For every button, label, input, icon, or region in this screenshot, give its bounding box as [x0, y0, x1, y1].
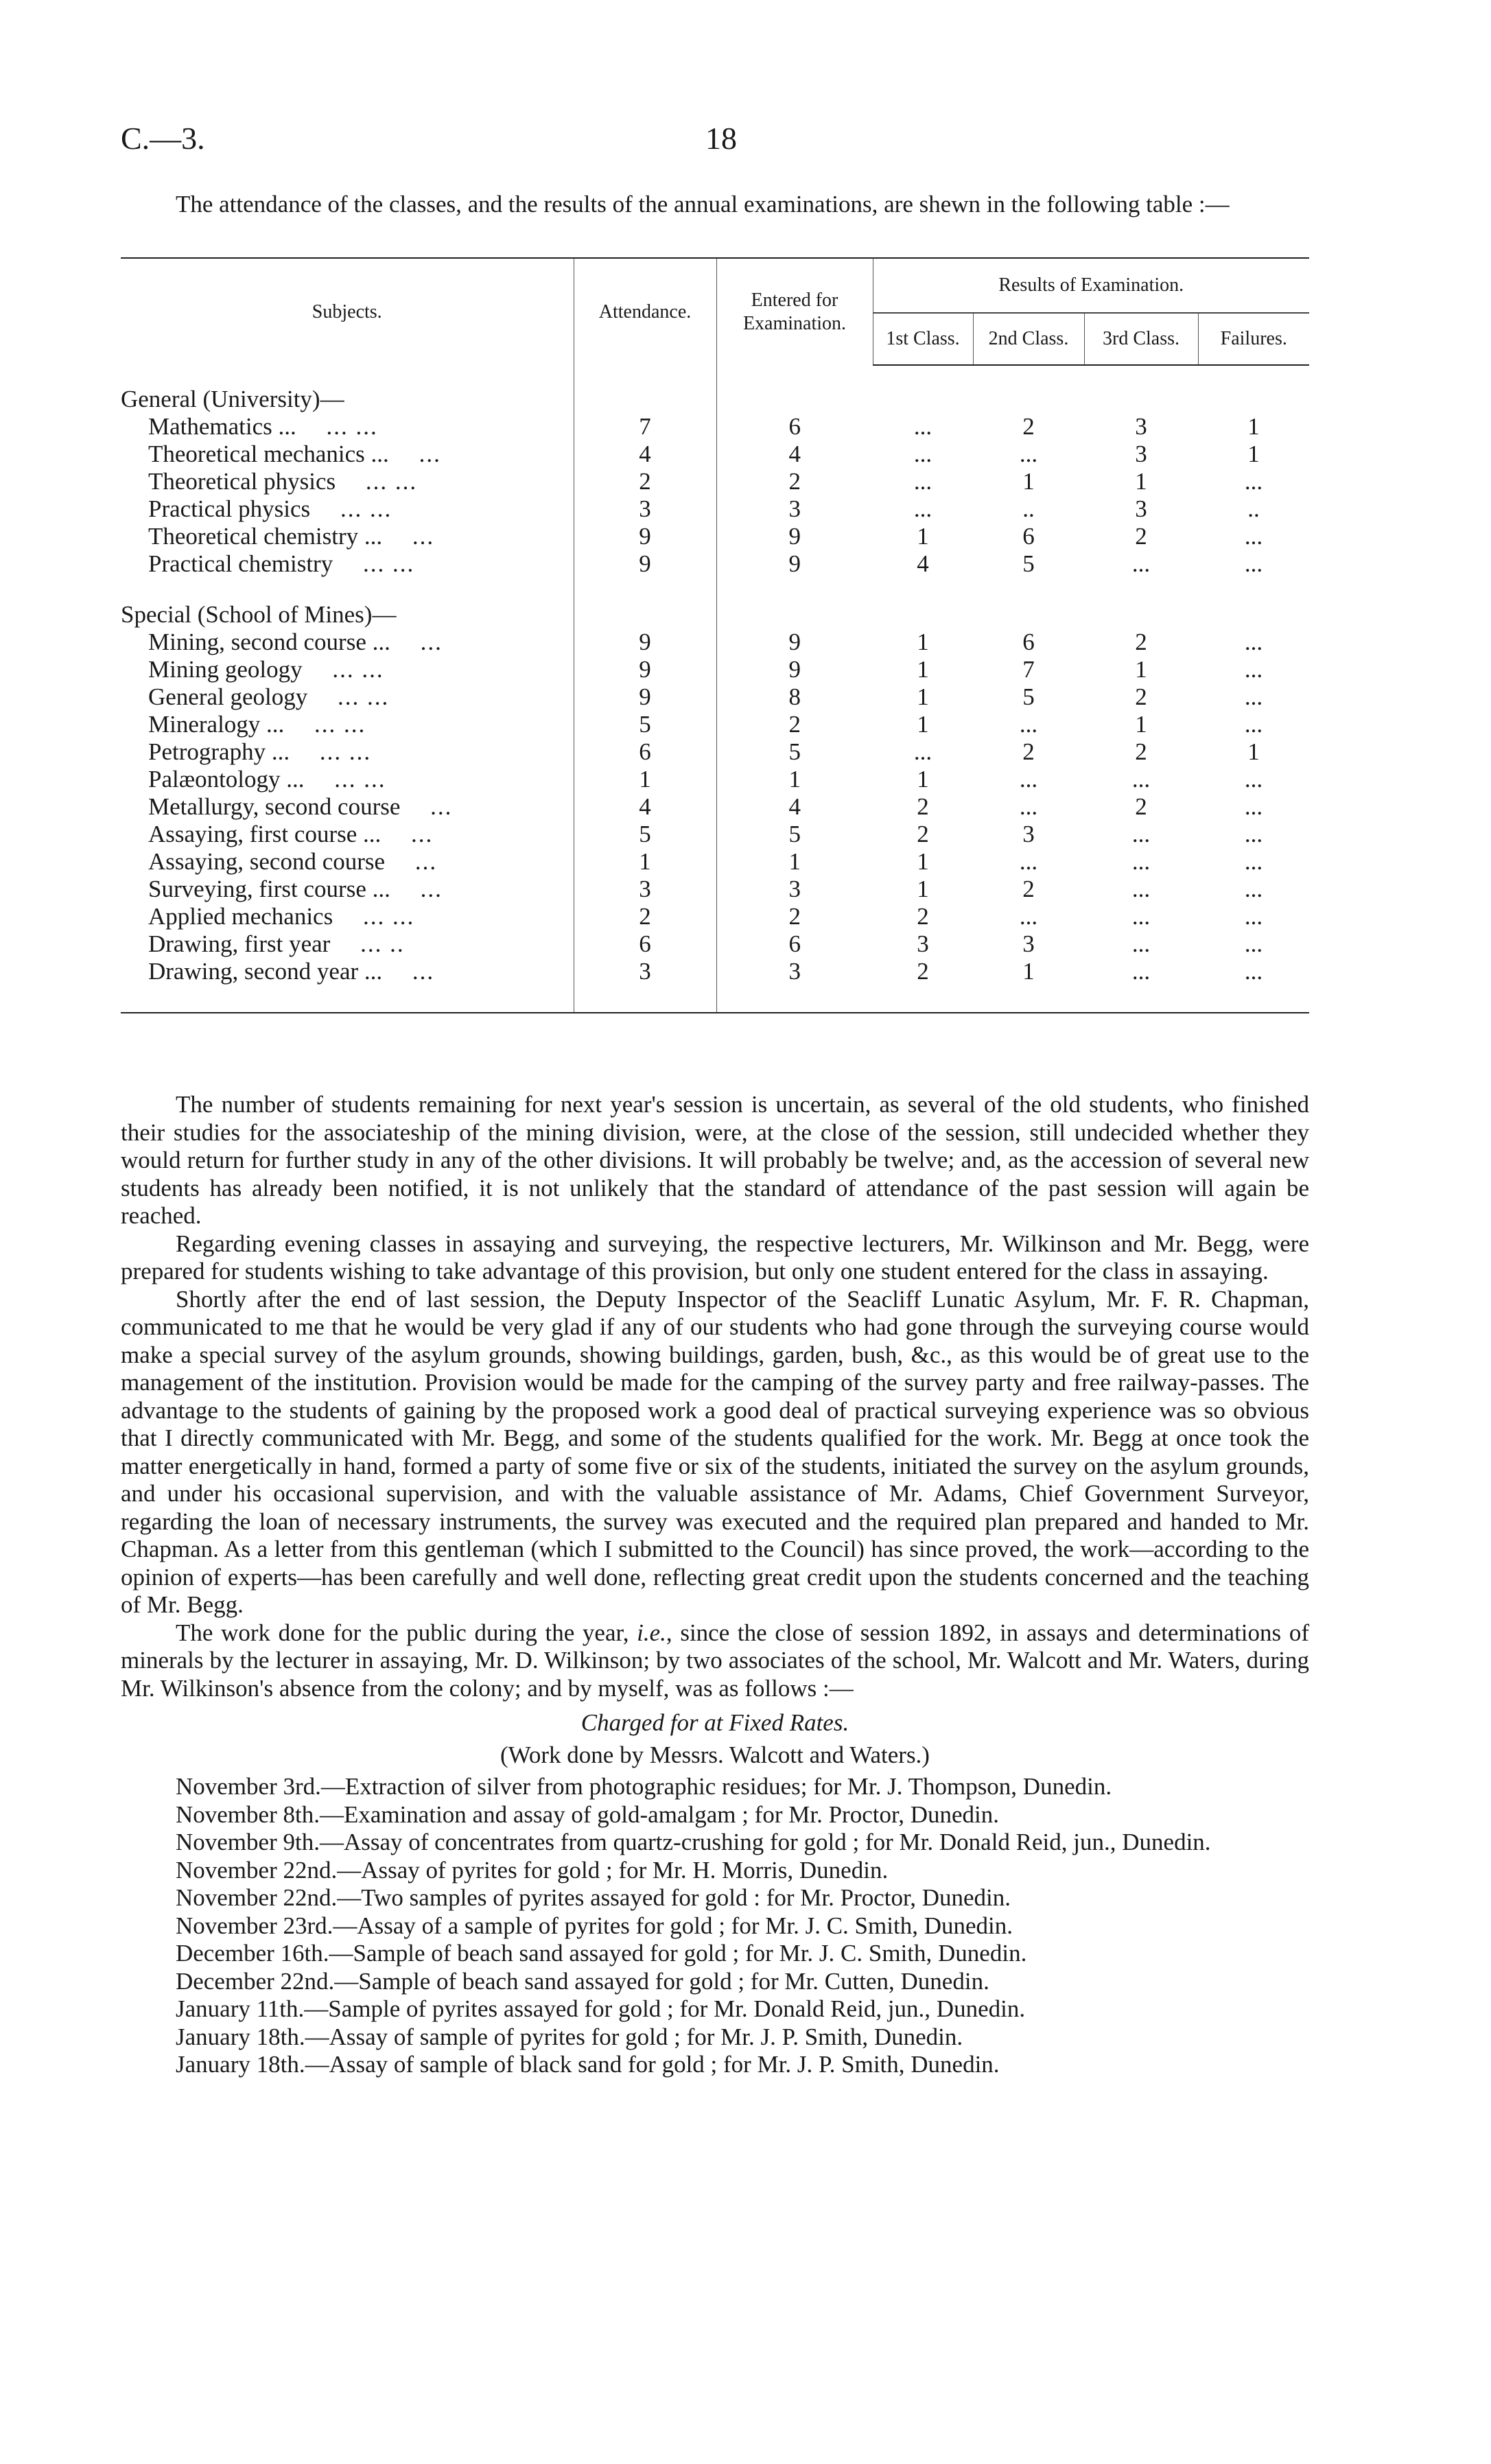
list-item: November 22nd.—Assay of pyrites for gold ; for Mr. H. Morris, Dunedin.	[176, 1856, 889, 1884]
first-class-cell: 1	[917, 629, 929, 655]
attendance-cell: 6	[574, 738, 716, 766]
subject-name: Practical chemistry	[148, 550, 333, 577]
document-reference: C.—3.	[121, 121, 205, 156]
second-class-cell: 3	[1022, 821, 1035, 847]
failures-cell: 1	[1247, 738, 1260, 765]
subject-name: Theoretical chemistry ...	[148, 523, 383, 550]
first-class-cell: 2	[917, 821, 929, 847]
first-class-cell: 1	[917, 848, 929, 875]
table-row	[121, 495, 1309, 523]
table-row	[121, 468, 1309, 495]
text-segment: , since the close of session 1892, in assays and determinations of minerals by the lecturer in assaying, Mr. D. Wilkinson; by two associates of the school, Mr. Walcott and Mr. Waters, during Mr. Wilkinson's absence from the colony; and by myself, was as follows :—	[121, 1619, 1309, 1702]
leader-dots: ...	[420, 629, 443, 655]
third-class-cell: ...	[1131, 821, 1151, 847]
section-subtitle: (Work done by Messrs. Walcott and Waters.)	[500, 1741, 930, 1768]
third-class-cell: 2	[1135, 523, 1147, 550]
table-row	[121, 550, 1309, 578]
leader-dots: ... ...	[340, 495, 392, 522]
italic-abbreviation: i.e.	[637, 1619, 666, 1646]
header-subjects: Subjects.	[121, 258, 574, 365]
section-title: Charged for at Fixed Rates.	[580, 1709, 849, 1736]
intro-paragraph: The attendance of the classes, and the results of the annual examinations, are shewn in the following table :—	[176, 191, 1230, 218]
entered-cell: 5	[716, 738, 873, 766]
header-first-class: 1st Class.	[873, 313, 973, 365]
third-class-cell: ...	[1131, 848, 1151, 875]
paragraph-asylum-survey: Shortly after the end of last session, the Deputy Inspector of the Seacliff Lunatic Asylum, Mr. F. R. Chapman, communicated to me that he would be very glad if any of our students who had gone through the surveying course would make a special survey of the asylum grounds, showing buildings, garden, bush, &c., as this would be of great use to the management of the institution. Provision would be made for the camping of the survey party and free railway-passes. The advantage to the students of gaining by the proposed work a good deal of practical surveying experience was so obvious that I directly communicated with Mr. Begg, and some of the students qualified for the work. Mr. Begg at once took the matter energetically in hand, formed a party of some five or six of the students, initiated the survey on the asylum grounds, and under his occasional supervision, and with the valuable assistance of Mr. Adams, Chief Government Surveyor, regarding the loan of necessary instruments, the survey was executed and the required plan prepared and handed to Mr. Chapman. As a letter from this gentleman (which I submitted to the Council) has since proved, the work—according to the opinion of experts—has been carefully and well done, reflecting great credit upon the students concerned and the teaching of Mr. Begg.	[121, 1285, 1309, 1618]
subject-name: Metallurgy, second course	[148, 793, 401, 820]
attendance-cell: 1	[574, 848, 716, 876]
failures-cell: 1	[1247, 413, 1260, 440]
failures-cell: ..	[1247, 495, 1260, 522]
attendance-cell: 9	[574, 656, 716, 683]
list-item: January 18th.—Assay of sample of black sand for gold ; for Mr. J. P. Smith, Dunedin.	[176, 2051, 1000, 2078]
text-segment: The work done for the public during the year,	[176, 1619, 637, 1646]
third-class-cell: ...	[1131, 876, 1151, 902]
failures-cell: ...	[1244, 821, 1263, 847]
attendance-cell: 3	[574, 495, 716, 523]
third-class-cell: 1	[1135, 656, 1147, 683]
leader-dots: ... ...	[332, 656, 384, 683]
table-row	[121, 629, 1309, 656]
list-item: November 23rd.—Assay of a sample of pyrites for gold ; for Mr. J. C. Smith, Dunedin.	[176, 1912, 1013, 1939]
header-third-class: 3rd Class.	[1084, 313, 1198, 365]
first-class-cell: 1	[917, 656, 929, 683]
leader-dots: ... ...	[362, 903, 415, 930]
leader-dots: ...	[412, 523, 435, 550]
leader-dots: ...	[414, 848, 438, 875]
paragraph-students-remaining: The number of students remaining for next year's session is uncertain, as several of the old students, who finished their studies for the associateship of the mining division, were, at the close of the session, still undecided whether they would return for further study in any of the other divisions. It will probably be twelve; and, as the accession of several new students has already been notified, it is not unlikely that the standard of attendance of the past session will again be reached.	[121, 1091, 1309, 1229]
body-text	[121, 1091, 1309, 2079]
attendance-cell: 9	[574, 550, 716, 578]
subject-name: Surveying, first course ...	[148, 876, 390, 902]
leader-dots: ...	[419, 441, 441, 467]
first-class-cell: 3	[917, 930, 929, 957]
third-class-cell: 1	[1135, 711, 1147, 738]
third-class-cell: ...	[1131, 930, 1151, 957]
list-item: November 9th.—Assay of concentrates from quartz-crushing for gold ; for Mr. Donald Reid, jun., Dunedin.	[176, 1829, 1211, 1855]
second-class-cell: 6	[1022, 523, 1035, 550]
header-results: Results of Examination.	[873, 258, 1309, 313]
entered-cell: 5	[716, 821, 873, 848]
second-class-cell: 1	[1022, 958, 1035, 985]
subject-name: Mining geology	[148, 656, 303, 683]
third-class-cell: ...	[1131, 958, 1151, 985]
entered-cell: 1	[716, 848, 873, 876]
third-class-cell: 2	[1135, 629, 1147, 655]
entered-cell: 9	[716, 550, 873, 578]
attendance-cell: 4	[574, 793, 716, 821]
header-attendance: Attendance.	[574, 258, 716, 365]
attendance-cell: 5	[574, 821, 716, 848]
table-row	[121, 441, 1309, 468]
leader-dots: ...	[420, 876, 443, 902]
second-class-cell: 6	[1022, 629, 1035, 655]
results-table-body	[121, 365, 1309, 1013]
second-class-cell: 1	[1022, 468, 1035, 495]
header-failures: Failures.	[1198, 313, 1309, 365]
third-class-cell: 1	[1135, 468, 1147, 495]
list-item: January 18th.—Assay of sample of pyrites for gold ; for Mr. J. P. Smith, Dunedin.	[176, 2023, 963, 2050]
failures-cell: ...	[1244, 958, 1263, 985]
attendance-cell: 2	[574, 903, 716, 930]
group-title: General (University)—	[121, 386, 344, 412]
table-row	[121, 848, 1309, 876]
failures-cell: ...	[1244, 793, 1263, 820]
entered-cell: 6	[716, 930, 873, 958]
third-class-cell: 2	[1135, 683, 1147, 710]
table-row	[121, 738, 1309, 766]
first-class-cell: 1	[917, 711, 929, 738]
subject-name: General geology	[148, 683, 308, 710]
failures-cell: ...	[1244, 683, 1263, 710]
entered-cell: 3	[716, 495, 873, 523]
paragraph-evening-classes: Regarding evening classes in assaying and surveying, the respective lecturers, Mr. Wilkinson and Mr. Begg, were prepared for students wishing to take advantage of this provision, but only one student entered for the class in assaying.	[121, 1230, 1309, 1284]
first-class-cell: 2	[917, 958, 929, 985]
first-class-cell: 1	[917, 876, 929, 902]
attendance-cell: 9	[574, 683, 716, 711]
entered-cell: 8	[716, 683, 873, 711]
third-class-cell: ...	[1131, 550, 1151, 577]
second-class-cell: ...	[1019, 711, 1038, 738]
table-row	[121, 656, 1309, 683]
leader-dots: ... ...	[362, 550, 415, 577]
leader-dots: ... ...	[365, 468, 418, 495]
attendance-cell: 5	[574, 711, 716, 738]
entered-cell: 9	[716, 629, 873, 656]
subject-name: Drawing, second year ...	[148, 958, 383, 985]
failures-cell: ...	[1244, 550, 1263, 577]
failures-cell: ...	[1244, 903, 1263, 930]
leader-dots: ... ...	[334, 766, 386, 793]
header-entered: Entered for Examination.	[716, 258, 873, 365]
failures-cell: ...	[1244, 711, 1263, 738]
attendance-cell: 9	[574, 523, 716, 550]
second-class-cell: 3	[1022, 930, 1035, 957]
group-title: Special (School of Mines)—	[121, 601, 397, 628]
second-class-cell: ...	[1019, 903, 1038, 930]
second-class-cell: 2	[1022, 876, 1035, 902]
entered-cell: 9	[716, 656, 873, 683]
third-class-cell: 3	[1135, 441, 1147, 467]
leader-dots: ... ...	[326, 413, 378, 440]
second-class-cell: 5	[1022, 550, 1035, 577]
table-row	[121, 766, 1309, 793]
first-class-cell: ...	[913, 738, 932, 765]
subject-name: Assaying, first course ...	[148, 821, 381, 847]
table-row	[121, 683, 1309, 711]
third-class-cell: ...	[1131, 903, 1151, 930]
subject-name: Palæontology ...	[148, 766, 305, 793]
list-item: November 3rd.—Extraction of silver from photographic residues; for Mr. J. Thompson, Dunedin.	[176, 1773, 1112, 1800]
leader-dots: ...	[430, 793, 453, 820]
subject-name: Mineralogy ...	[148, 711, 285, 738]
third-class-cell: 3	[1135, 413, 1147, 440]
subject-name: Theoretical physics	[148, 468, 336, 495]
examination-results-table	[121, 257, 1309, 1013]
failures-cell: ...	[1244, 468, 1263, 495]
entered-cell: 9	[716, 523, 873, 550]
entered-cell: 4	[716, 441, 873, 468]
subject-name: Petrography ...	[148, 738, 290, 765]
list-item: January 11th.—Sample of pyrites assayed for gold ; for Mr. Donald Reid, jun., Dunedin.	[176, 1995, 1026, 2022]
table-row	[121, 930, 1309, 958]
second-class-cell: 2	[1022, 738, 1035, 765]
attendance-cell: 1	[574, 766, 716, 793]
first-class-cell: 1	[917, 683, 929, 710]
table-row	[121, 711, 1309, 738]
second-class-cell: 5	[1022, 683, 1035, 710]
first-class-cell: ...	[913, 495, 932, 522]
attendance-cell: 2	[574, 468, 716, 495]
leader-dots: ... ...	[314, 711, 366, 738]
list-item: November 22nd.—Two samples of pyrites assayed for gold : for Mr. Proctor, Dunedin.	[176, 1884, 1011, 1911]
leader-dots: ... ..	[360, 930, 405, 957]
first-class-cell: 2	[917, 793, 929, 820]
entered-cell: 1	[716, 766, 873, 793]
failures-cell: ...	[1244, 876, 1263, 902]
third-class-cell: 2	[1135, 793, 1147, 820]
entered-cell: 3	[716, 958, 873, 985]
list-item: December 16th.—Sample of beach sand assayed for gold ; for Mr. J. C. Smith, Dunedin.	[176, 1940, 1027, 1967]
table-row	[121, 903, 1309, 930]
attendance-cell: 3	[574, 876, 716, 903]
second-class-cell: ...	[1019, 848, 1038, 875]
page-header	[121, 120, 1308, 168]
paragraph-public-work	[121, 1619, 1309, 1703]
second-class-cell: 2	[1022, 413, 1035, 440]
failures-cell: 1	[1247, 441, 1260, 467]
table-row	[121, 876, 1309, 903]
failures-cell: ...	[1244, 848, 1263, 875]
subject-name: Theoretical mechanics ...	[148, 441, 389, 467]
table-row	[121, 523, 1309, 550]
attendance-cell: 7	[574, 413, 716, 441]
subject-name: Mining, second course ...	[148, 629, 390, 655]
first-class-cell: ...	[913, 441, 932, 467]
list-item: December 22nd.—Sample of beach sand assayed for gold ; for Mr. Cutten, Dunedin.	[176, 1967, 989, 1995]
entered-cell: 4	[716, 793, 873, 821]
leader-dots: ... ...	[319, 738, 372, 765]
leader-dots: ... ...	[338, 683, 390, 710]
failures-cell: ...	[1244, 629, 1263, 655]
first-class-cell: ...	[913, 413, 932, 440]
header-second-class: 2nd Class.	[973, 313, 1084, 365]
first-class-cell: 4	[917, 550, 929, 577]
third-class-cell: 2	[1135, 738, 1147, 765]
subject-name: Mathematics ...	[148, 413, 296, 440]
entered-cell: 2	[716, 903, 873, 930]
subject-name: Assaying, second course	[148, 848, 386, 875]
leader-dots: ...	[412, 958, 435, 985]
entered-cell: 2	[716, 711, 873, 738]
list-item: November 8th.—Examination and assay of gold-amalgam ; for Mr. Proctor, Dunedin.	[176, 1800, 999, 1828]
failures-cell: ...	[1244, 656, 1263, 683]
third-class-cell: ...	[1131, 766, 1151, 793]
attendance-cell: 4	[574, 441, 716, 468]
first-class-cell: ...	[913, 468, 932, 495]
third-class-cell: 3	[1135, 495, 1147, 522]
second-class-cell: ...	[1019, 766, 1038, 793]
attendance-cell: 6	[574, 930, 716, 958]
entered-cell: 3	[716, 876, 873, 903]
subject-name: Applied mechanics	[148, 903, 333, 930]
second-class-cell: ...	[1019, 793, 1038, 820]
entered-cell: 6	[716, 413, 873, 441]
page-number: 18	[705, 121, 737, 156]
first-class-cell: 1	[917, 523, 929, 550]
leader-dots: ...	[411, 821, 434, 847]
subject-name: Practical physics	[148, 495, 311, 522]
subject-name: Drawing, first year	[148, 930, 331, 957]
failures-cell: ...	[1244, 523, 1263, 550]
attendance-cell: 9	[574, 629, 716, 656]
table-row	[121, 958, 1309, 985]
second-class-cell: 7	[1022, 656, 1035, 683]
entered-cell: 2	[716, 468, 873, 495]
table-row	[121, 821, 1309, 848]
table-row	[121, 793, 1309, 821]
second-class-cell: ..	[1022, 495, 1035, 522]
first-class-cell: 2	[917, 903, 929, 930]
attendance-cell: 3	[574, 958, 716, 985]
first-class-cell: 1	[917, 766, 929, 793]
failures-cell: ...	[1244, 766, 1263, 793]
failures-cell: ...	[1244, 930, 1263, 957]
second-class-cell: ...	[1019, 441, 1038, 467]
table-row	[121, 413, 1309, 441]
